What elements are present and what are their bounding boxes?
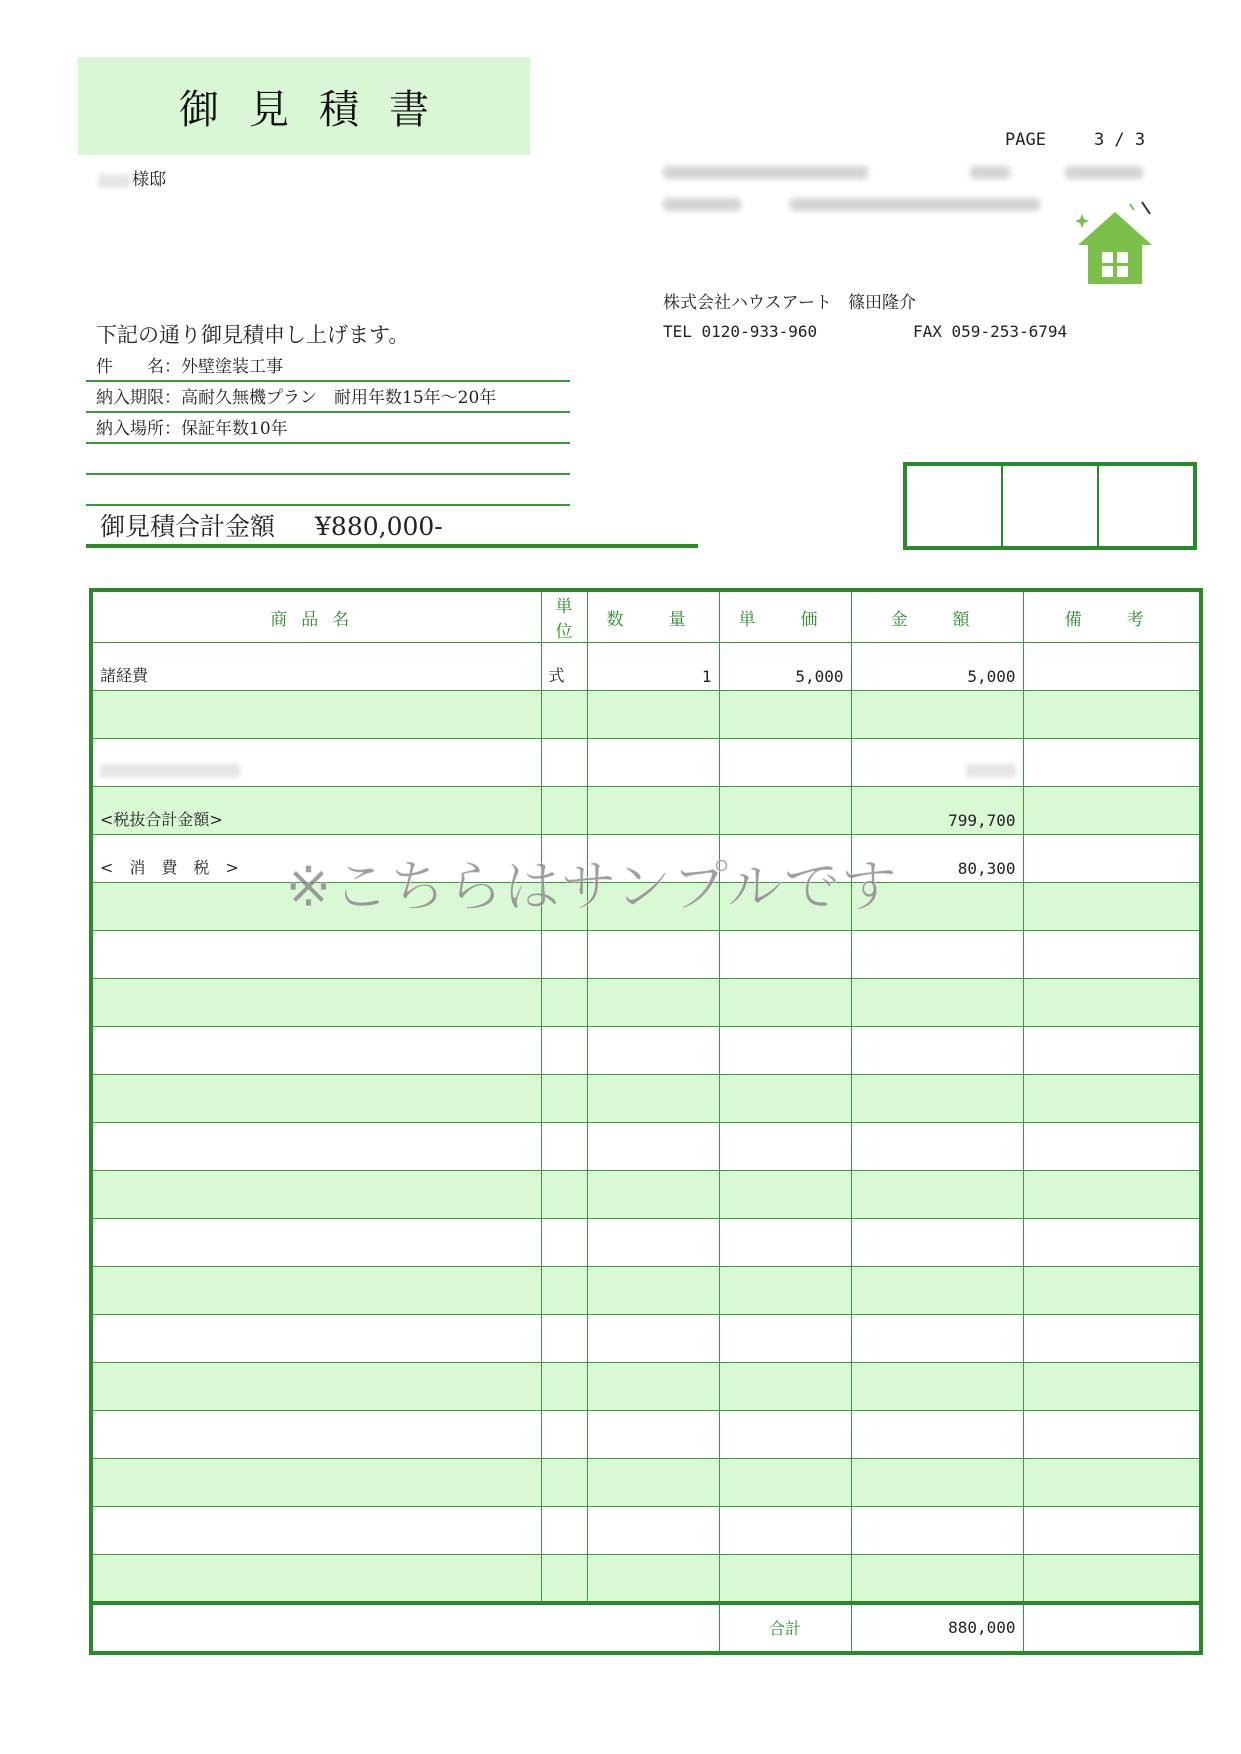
cell-unit-price: [719, 739, 851, 787]
cell-remarks: [1023, 1411, 1201, 1459]
stamp-cell: [907, 466, 1003, 546]
redacted-address: [790, 198, 1040, 211]
cell-quantity: [587, 1219, 719, 1267]
items-table: [89, 588, 1203, 1655]
cell-unit: [541, 739, 587, 787]
header-remarks: 備 考: [1023, 590, 1201, 643]
cell-amount: [851, 1123, 1023, 1171]
cell-quantity: [587, 1171, 719, 1219]
cell-remarks: [1023, 1507, 1201, 1555]
cell-amount: [851, 691, 1023, 739]
redacted-item-name: [100, 764, 240, 778]
header-item-name: 商品名: [91, 590, 541, 643]
table-row: [91, 691, 1201, 739]
cell-remarks: [1023, 787, 1201, 835]
footer-remarks: [1023, 1603, 1201, 1653]
company-tel: TEL 0120-933-960: [663, 322, 818, 341]
cell-quantity: [587, 1555, 719, 1603]
cell-amount: [851, 1027, 1023, 1075]
table-row: [91, 979, 1201, 1027]
cell-unit: 式: [541, 643, 587, 691]
cell-amount: [851, 1363, 1023, 1411]
cell-quantity: [587, 691, 719, 739]
cell-unit-price: [719, 1459, 851, 1507]
table-row: [91, 1315, 1201, 1363]
cell-unit-price: [719, 1315, 851, 1363]
cell-item-name: [91, 691, 541, 739]
table-row: [91, 643, 1201, 691]
table-header-row: [91, 590, 1201, 643]
cell-item-name: < 消 費 税 >: [91, 835, 541, 883]
cell-item-name: [91, 979, 541, 1027]
cell-unit-price: [719, 1507, 851, 1555]
cell-amount: 799,700: [851, 787, 1023, 835]
cell-unit-price: [719, 1075, 851, 1123]
cell-unit: [541, 979, 587, 1027]
intro-text: 下記の通り御見積申し上げます。: [96, 323, 410, 347]
cell-item-name: [91, 1267, 541, 1315]
cell-amount: [851, 1459, 1023, 1507]
cell-unit: [541, 1027, 587, 1075]
cell-remarks: [1023, 1315, 1201, 1363]
cell-item-name: 諸経費: [91, 643, 541, 691]
header-unit: 単位: [541, 590, 587, 643]
estimate-total-label: 御見積合計金額: [100, 512, 276, 541]
page-label: PAGE: [1005, 130, 1046, 150]
cell-quantity: [587, 1267, 719, 1315]
stamp-cell: [1003, 466, 1099, 546]
cell-unit: [541, 1507, 587, 1555]
header-amount: 金 額: [851, 590, 1023, 643]
cell-quantity: 1: [587, 643, 719, 691]
cell-unit-price: [719, 979, 851, 1027]
cell-item-name: [91, 1555, 541, 1603]
stamp-box: [903, 462, 1197, 550]
header-quantity: 数 量: [587, 590, 719, 643]
cell-remarks: [1023, 835, 1201, 883]
cell-remarks: [1023, 1219, 1201, 1267]
cell-unit: [541, 1555, 587, 1603]
cell-remarks: [1023, 1027, 1201, 1075]
cell-quantity: [587, 979, 719, 1027]
cell-remarks: [1023, 1171, 1201, 1219]
info-row-place: 納入場所：保証年数10年: [86, 414, 570, 444]
table-row: [91, 787, 1201, 835]
cell-unit-price: [719, 1411, 851, 1459]
table-row: [91, 1027, 1201, 1075]
table-row: [91, 1555, 1201, 1603]
cell-amount: [851, 1219, 1023, 1267]
cell-unit: [541, 1411, 587, 1459]
cell-item-name: [91, 1315, 541, 1363]
table-row: [91, 1363, 1201, 1411]
cell-remarks: [1023, 643, 1201, 691]
cell-unit: [541, 1459, 587, 1507]
company-fax: FAX 059-253-6794: [913, 322, 1068, 341]
table-row: [91, 1075, 1201, 1123]
cell-unit: [541, 931, 587, 979]
cell-unit-price: [719, 1027, 851, 1075]
page-value: 3 / 3: [1093, 130, 1146, 150]
cell-amount: [851, 979, 1023, 1027]
info-row-subject: 件 名：外壁塗装工事: [86, 352, 570, 382]
cell-quantity: [587, 787, 719, 835]
redacted-recipient-name: [98, 174, 130, 188]
cell-quantity: [587, 1411, 719, 1459]
redacted-item-amount: [966, 764, 1016, 778]
company-person: 篠田隆介: [847, 293, 916, 313]
cell-unit: [541, 1315, 587, 1363]
info-row-blank: [86, 476, 570, 506]
table-body: [91, 643, 1201, 1603]
cell-unit-price: [719, 1219, 851, 1267]
cell-item-name: [91, 1171, 541, 1219]
cell-item-name: [91, 1219, 541, 1267]
cell-remarks: [1023, 1555, 1201, 1603]
redacted-no-label: [970, 166, 1010, 179]
title-box: [78, 57, 530, 155]
cell-amount: 5,000: [851, 643, 1023, 691]
recipient-suffix: 様邸: [132, 170, 166, 190]
page-number: [1005, 130, 1193, 150]
cell-quantity: [587, 1315, 719, 1363]
cell-remarks: [1023, 1459, 1201, 1507]
cell-remarks: [1023, 1267, 1201, 1315]
cell-remarks: [1023, 1123, 1201, 1171]
cell-unit-price: [719, 787, 851, 835]
cell-item-name: [91, 1411, 541, 1459]
info-row-blank: [86, 445, 570, 475]
table-row: [91, 931, 1201, 979]
redacted-no-value: [1065, 166, 1143, 179]
table-row: [91, 1507, 1201, 1555]
cell-unit: [541, 1075, 587, 1123]
cell-amount: [851, 931, 1023, 979]
cell-unit-price: [719, 1171, 851, 1219]
document-title: 御見積書: [179, 86, 459, 133]
recipient: [98, 165, 166, 190]
cell-unit-price: [719, 1363, 851, 1411]
cell-amount: [851, 1075, 1023, 1123]
table-row: [91, 1267, 1201, 1315]
cell-amount: [851, 1507, 1023, 1555]
cell-unit-price: 5,000: [719, 643, 851, 691]
header-unit-price: 単 価: [719, 590, 851, 643]
cell-remarks: [1023, 1363, 1201, 1411]
house-logo-icon: [1070, 200, 1160, 290]
info-row-deadline: 納入期限：高耐久無機プラン 耐用年数15年～20年: [86, 383, 570, 413]
cell-item-name: [91, 1459, 541, 1507]
table-footer-row: [91, 1603, 1201, 1653]
cell-quantity: [587, 1027, 719, 1075]
cell-item-name: [91, 1507, 541, 1555]
redacted-date: [663, 166, 868, 179]
cell-item-name: [91, 739, 541, 787]
cell-item-name: [91, 931, 541, 979]
table-row: [91, 1459, 1201, 1507]
cell-quantity: [587, 1123, 719, 1171]
cell-amount: [851, 1411, 1023, 1459]
cell-amount: [851, 1267, 1023, 1315]
cell-unit: [541, 1267, 587, 1315]
cell-amount: [851, 1315, 1023, 1363]
cell-item-name: [91, 1123, 541, 1171]
cell-unit-price: [719, 1123, 851, 1171]
estimate-total: [86, 508, 698, 548]
cell-item-name: <税抜合計金額>: [91, 787, 541, 835]
company-line: [663, 288, 916, 313]
cell-item-name: [91, 1075, 541, 1123]
footer-total-amount: 880,000: [851, 1603, 1023, 1653]
table-row: [91, 1219, 1201, 1267]
cell-unit: [541, 787, 587, 835]
cell-amount: 80,300: [851, 835, 1023, 883]
cell-quantity: [587, 739, 719, 787]
table-row: [91, 1411, 1201, 1459]
cell-remarks: [1023, 691, 1201, 739]
cell-unit: [541, 1123, 587, 1171]
cell-quantity: [587, 1075, 719, 1123]
footer-total-label: 合計: [719, 1603, 851, 1653]
table-row: [91, 1123, 1201, 1171]
cell-amount: [851, 739, 1023, 787]
estimate-total-amount: ¥880,000-: [315, 512, 443, 541]
cell-amount: [851, 1555, 1023, 1603]
stamp-cell: [1099, 466, 1193, 546]
company-name: 株式会社ハウスアート: [663, 293, 832, 313]
sample-watermark: ※こちらはサンプルです: [285, 855, 898, 920]
cell-unit: [541, 1363, 587, 1411]
footer-blank: [91, 1603, 719, 1653]
cell-remarks: [1023, 979, 1201, 1027]
cell-unit-price: [719, 931, 851, 979]
cell-unit: [541, 1219, 587, 1267]
cell-unit: [541, 1171, 587, 1219]
cell-unit-price: [719, 691, 851, 739]
cell-remarks: [1023, 739, 1201, 787]
cell-quantity: [587, 931, 719, 979]
table-row: [91, 1171, 1201, 1219]
cell-amount: [851, 1171, 1023, 1219]
redacted-zip: [663, 198, 741, 211]
cell-quantity: [587, 1507, 719, 1555]
cell-remarks: [1023, 931, 1201, 979]
cell-quantity: [587, 1363, 719, 1411]
cell-item-name: [91, 1363, 541, 1411]
cell-remarks: [1023, 1075, 1201, 1123]
cell-remarks: [1023, 883, 1201, 931]
table-row: [91, 739, 1201, 787]
cell-item-name: [91, 1027, 541, 1075]
cell-unit-price: [719, 1555, 851, 1603]
cell-unit-price: [719, 1267, 851, 1315]
cell-quantity: [587, 1459, 719, 1507]
cell-unit: [541, 691, 587, 739]
